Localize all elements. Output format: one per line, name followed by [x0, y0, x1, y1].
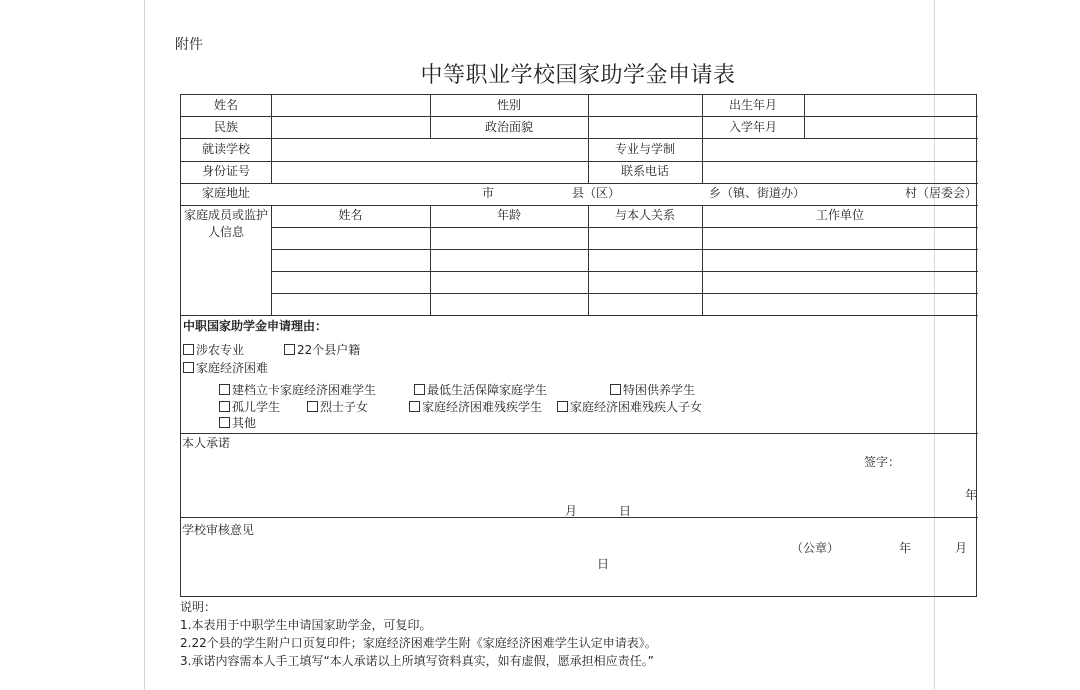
checkbox-counties[interactable]: [284, 343, 360, 357]
label-name: 姓名: [213, 98, 238, 112]
checkbox-label: 烈士子女: [320, 400, 369, 414]
attachment-label: 附件: [175, 37, 203, 53]
checkbox-hardship[interactable]: [183, 361, 268, 375]
checkbox-icon: [219, 384, 230, 395]
label-id-number: 身份证号: [201, 164, 250, 178]
application-form-table: [180, 94, 977, 597]
checkbox-label: 家庭经济困难残疾人子女: [570, 400, 703, 414]
checkbox-label: 其他: [232, 416, 257, 430]
review-day: 日: [597, 557, 610, 571]
checkbox-icon: [219, 417, 230, 428]
checkbox-icon: [557, 401, 568, 412]
label-address: 家庭地址: [201, 186, 250, 200]
review-month: 月: [955, 541, 968, 555]
checkbox-icon: [183, 362, 194, 373]
label-enroll: 入学年月: [728, 120, 777, 134]
notes-heading: 说明：: [180, 600, 217, 614]
label-major: 专业与学制: [614, 142, 675, 156]
pledge-year: 年: [965, 488, 978, 502]
checkbox-label: 家庭经济困难: [196, 361, 269, 375]
label-birth: 出生年月: [728, 98, 777, 112]
family-col-relation: 与本人关系: [614, 208, 675, 222]
address-town: 乡（镇、街道办）: [709, 186, 806, 200]
note-item: 2.22个县的学生附户口页复印件；家庭经济困难学生附《家庭经济困难学生认定申请表》。: [180, 636, 657, 650]
note-item: 3.承诺内容需本人手工填写“本人承诺以上所填写资料真实，如有虚假，愿承担相应责任。”: [180, 654, 654, 668]
review-label: 学校审核意见: [182, 523, 255, 537]
review-seal: （公章）: [791, 541, 840, 555]
checkbox-label: 家庭经济困难残疾学生: [422, 400, 543, 414]
family-col-employer: 工作单位: [815, 208, 864, 222]
pledge-sign-label: 签字：: [864, 455, 901, 469]
checkbox-sub3[interactable]: [610, 383, 695, 397]
checkbox-icon: [219, 401, 230, 412]
checkbox-sub6[interactable]: [409, 400, 542, 414]
page-edge-left: [144, 0, 145, 690]
label-phone: 联系电话: [620, 164, 669, 178]
label-ethnicity: 民族: [213, 120, 238, 134]
checkbox-label: 最低生活保障家庭学生: [427, 383, 548, 397]
checkbox-icon: [409, 401, 420, 412]
checkbox-sub7[interactable]: [557, 400, 702, 414]
reasons-heading: 中职国家助学金申请理由：: [183, 319, 328, 333]
checkbox-sub1[interactable]: [219, 383, 376, 397]
pledge-day: 日: [619, 504, 632, 518]
label-gender: 性别: [496, 98, 521, 112]
label-family-line1: 家庭成员或监护: [183, 208, 268, 222]
family-col-name: 姓名: [338, 208, 363, 222]
address-city: 市: [482, 186, 495, 200]
checkbox-label: 特困供养学生: [623, 383, 696, 397]
checkbox-sub8[interactable]: [219, 416, 256, 430]
checkbox-sub4[interactable]: [219, 400, 280, 414]
checkbox-icon: [610, 384, 621, 395]
note-item: 1.本表用于中职学生申请国家助学金，可复印。: [180, 618, 432, 632]
checkbox-icon: [307, 401, 318, 412]
checkbox-sub2[interactable]: [414, 383, 547, 397]
label-politics: 政治面貌: [484, 120, 533, 134]
checkbox-label: 建档立卡家庭经济困难学生: [232, 383, 377, 397]
address-county: 县（区）: [572, 186, 621, 200]
pledge-label: 本人承诺: [182, 436, 231, 450]
checkbox-label: 涉农专业: [196, 343, 245, 357]
family-col-age: 年龄: [496, 208, 521, 222]
review-year: 年: [899, 541, 912, 555]
checkbox-icon: [414, 384, 425, 395]
label-school: 就读学校: [201, 142, 250, 156]
label-family-line2: 人信息: [207, 225, 244, 239]
checkbox-label: 22个县户籍: [297, 343, 361, 357]
checkbox-sub5[interactable]: [307, 400, 368, 414]
address-village: 村（居委会）: [905, 186, 978, 200]
checkbox-icon: [183, 344, 194, 355]
checkbox-agri[interactable]: [183, 343, 244, 357]
checkbox-label: 孤儿学生: [232, 400, 281, 414]
page-title: 中等职业学校国家助学金申请表: [420, 63, 736, 88]
checkbox-icon: [284, 344, 295, 355]
pledge-month: 月: [565, 504, 578, 518]
